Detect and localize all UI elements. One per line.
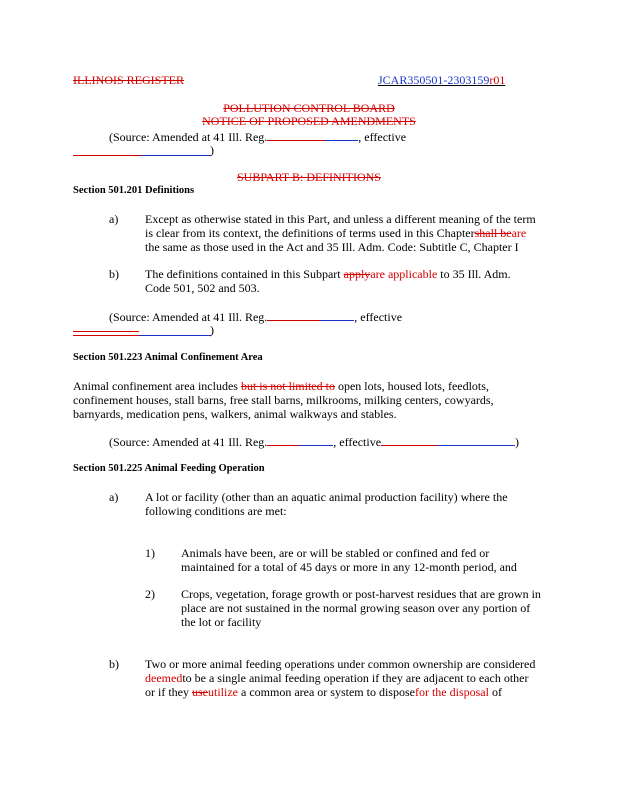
effective-text: , effective [358,130,407,144]
reg-blank-change [324,129,358,141]
source-text: (Source: Amended at 41 Ill. Reg. [109,130,268,144]
item-b-line-1 [145,267,511,282]
reg-blank [267,434,299,446]
confinement-line-1 [73,379,489,394]
feeding-b-line-1: Two or more animal feeding operations under common ownership are considered [145,657,536,671]
source-note-2 [109,309,402,325]
feeding-a-line-1: A lot or facility (other than an aquatic animal production facility) where the [145,490,508,504]
item-a-label: a) [109,212,119,226]
deleted-but-not-limited: but is not limited to [240,379,335,393]
jcar-suffix: r01 [489,73,506,87]
source-note-1 [109,129,406,145]
feeding-a-label: a) [109,490,119,504]
effective-text: , effective [333,435,382,449]
feeding-item-2-label: 2) [145,587,155,601]
source-text: (Source: Amended at 41 Ill. Reg. [109,435,268,449]
feeding-item-1-line-1: Animals have been, are or will be stabled or confined and fed or [181,546,490,560]
item-b-line-1-text: The definitions contained in this Subpart [145,267,341,281]
feeding-b-line-2-text: to be a single animal feeding operation if they are adjacent to each other [182,671,529,685]
feeding-b-line-3-mid: a common area or system to dispose [241,685,415,699]
item-a-line-3: the same as those used in the Act and 35 Ill. Adm. Code: Subtitle C, Chapter I [145,240,519,254]
deleted-apply: apply [343,267,371,281]
inserted-deemed: deemed [145,671,183,685]
deleted-use: use [192,685,208,699]
confinement-line-2: confinement houses, stall barns, free stall barns, milkrooms, milking centers, cowyards, [73,393,494,407]
feeding-item-2-line-1: Crops, vegetation, forage growth or post-harvest residues that are grown in [181,587,541,601]
inserted-utilize: utilize [208,685,238,699]
feeding-b-line-2 [145,671,529,686]
effective-blank-line [73,335,139,336]
reg-blank-change [320,309,354,321]
effective-blank-line-upper [73,331,139,332]
effective-blank-change [437,434,515,446]
inserted-are-applicable: are applicable [370,267,438,281]
reg-blank-change [299,434,333,446]
item-a-line-1: Except as otherwise stated in this Part, and unless a different meaning of the term [145,212,536,226]
section-223-heading: Section 501.223 Animal Confinement Area [73,352,263,363]
inserted-are: are [511,226,527,240]
jcar-reference [378,73,505,88]
section-225-heading: Section 501.225 Animal Feeding Operation [73,463,265,474]
effective-blank [381,434,437,446]
feeding-b-line-3-text: or if they [145,685,189,699]
source-note-3 [109,434,519,450]
notice-title: NOTICE OF PROPOSED AMENDMENTS [202,114,416,128]
confinement-line-1-end: open lots, housed lots, feedlots, [337,379,489,393]
source-close: ) [515,435,520,449]
item-b-label: b) [109,267,119,281]
item-a-line-2 [145,226,526,241]
illinois-register-header: ILLINOIS REGISTER [73,73,184,87]
inserted-for-the-disposal: for the disposal [414,685,489,699]
section-201-heading: Section 501.201 Definitions [73,185,195,196]
item-b-line-1-end: to 35 Ill. Adm. [440,267,511,281]
subpart-title: SUBPART B: DEFINITIONS [237,170,381,184]
item-b-line-2: Code 501, 502 and 503. [145,281,260,295]
feeding-item-2-line-2: place are not sustained in the normal growing season over any portion of [181,601,531,615]
effective-blank-line [73,155,141,156]
confinement-line-3: barnyards, medication pens, walkers, animal walkways and stables. [73,407,397,421]
feeding-item-2-line-3: the lot or facility [181,615,262,629]
feeding-b-line-3 [145,685,502,700]
deleted-shall-be: shall be [474,226,512,240]
confinement-line-1-text: Animal confinement area includes [73,379,238,393]
effective-blank-change-line [139,335,211,336]
jcar-prefix: JCAR350501-2303159 [378,73,490,87]
effective-blank-change-line [141,155,211,156]
feeding-b-line-3-end: of [491,685,502,699]
source-text: (Source: Amended at 41 Ill. Reg. [109,310,268,324]
reg-blank [267,309,320,321]
effective-text: , effective [354,310,403,324]
feeding-item-1-line-2: maintained for a total of 45 days or more in any 12-month period, and [181,560,517,574]
reg-blank [267,129,324,141]
feeding-a-line-2: following conditions are met: [145,504,287,518]
feeding-b-label: b) [109,657,119,671]
board-title: POLLUTION CONTROL BOARD [223,101,395,115]
feeding-item-1-label: 1) [145,546,155,560]
item-a-line-2-text: is clear from its context, the definitions of terms used in this Chapter [145,226,475,240]
source-close: ) [210,143,214,157]
source-close: ) [210,323,214,337]
